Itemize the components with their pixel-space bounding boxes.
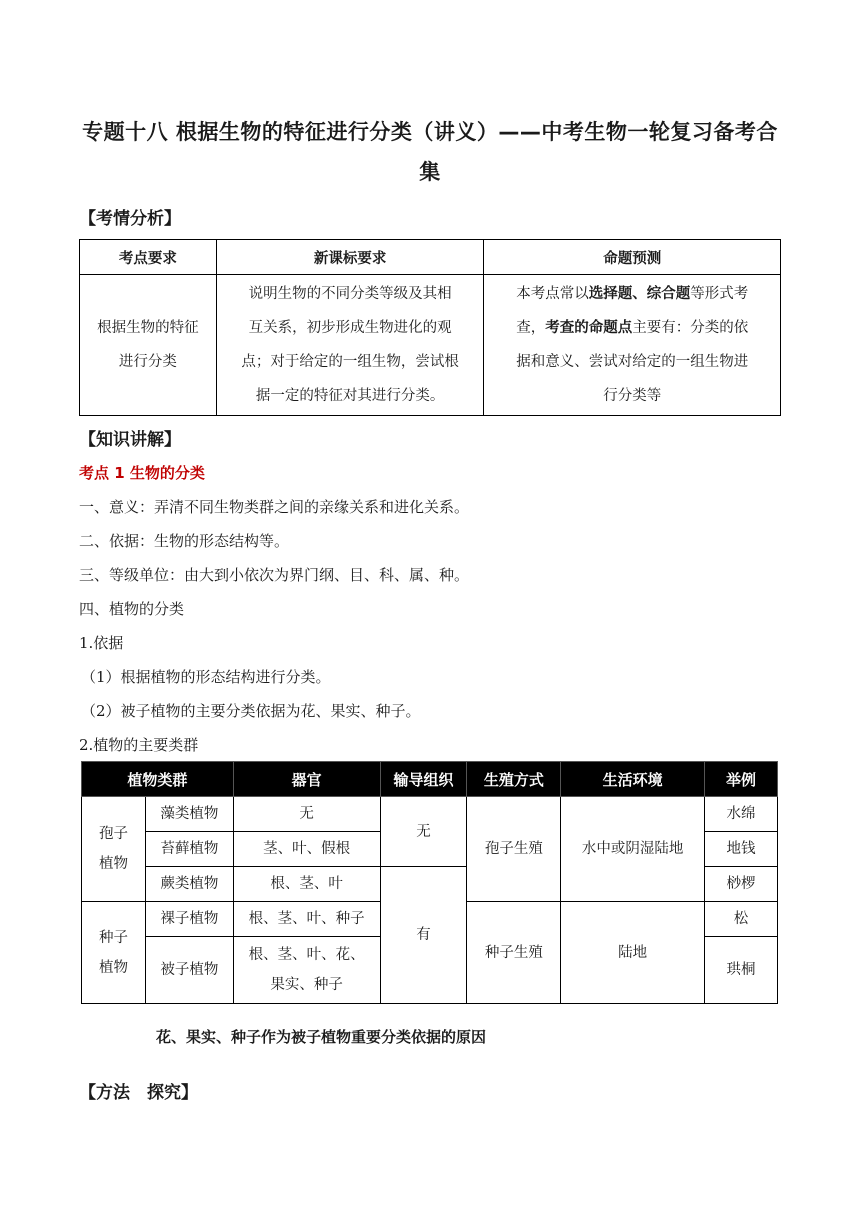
group-label-line: 孢子 [98,826,128,842]
text-line: 三、等级单位：由大到小依次为界门纲、目、科、属、种。 [79,566,470,584]
header-cell: 考点要求 [80,240,217,275]
text-line: （1）根据植物的形态结构进行分类。 [81,668,331,686]
example: 松 [705,902,778,937]
organs-line: 根、茎、叶、花、 [248,947,365,963]
section-knowledge-heading: 【知识讲解】 [79,430,181,450]
seed-environment: 陆地 [561,902,705,1004]
text-line: 一、意义：弄清不同生物类群之间的亲缘关系和进化关系。 [79,498,470,516]
group-label-line: 植物 [98,959,128,976]
standard-line: 点；对于给定的一组生物，尝试根 [241,354,459,370]
prediction-text: 本考点常以 [516,286,589,302]
kaodian-heading: 考点 1 生物的分类 [79,464,205,482]
organs: 无 [233,797,380,832]
reason-heading: 花、果实、种子作为被子植物重要分类依据的原因 [156,1028,487,1046]
spore-reproduction: 孢子生殖 [467,797,561,902]
prediction-bold: 考查的命题点 [545,320,633,336]
organs: 茎、叶、假根 [233,832,380,867]
header-cell: 器官 [233,762,380,797]
plant-name: 被子植物 [145,937,233,1004]
standard-line: 据一定的特征对其进行分类。 [255,388,445,404]
plant-groups-table [81,761,778,1004]
plant-name: 裸子植物 [145,902,233,937]
requirement-line: 根据生物的特征 [97,320,199,336]
prediction-text: 等形式考 [690,286,749,302]
spore-environment: 水中或阴湿陆地 [561,797,705,902]
example: 水绵 [705,797,778,832]
organs: 根、茎、叶、种子 [233,902,380,937]
header-cell: 生活环境 [561,762,705,797]
prediction-line: 据和意义、尝试对给定的一组生物进 [516,354,749,370]
text-line: 1.依据 [79,634,124,652]
requirement-cell [80,275,217,416]
header-cell: 命题预测 [484,240,781,275]
seed-plants-group [82,902,146,1004]
analysis-table-header [80,240,781,275]
plant-name: 蕨类植物 [145,867,233,902]
header-cell: 输导组织 [380,762,467,797]
prediction-line [492,311,772,345]
standard-line: 互关系，初步形成生物进化的观 [248,320,452,336]
text-line: （2）被子植物的主要分类依据为花、果实、种子。 [81,702,421,720]
title-line-1: 专题十八 根据生物的特征进行分类（讲义）——中考生物一轮复习备考合 [82,120,778,144]
header-cell: 植物类群 [82,762,234,797]
plant-name: 苔藓植物 [145,832,233,867]
prediction-bold: 选择题、综合题 [588,286,691,302]
tissue-none: 无 [380,797,467,867]
organs-line: 果实、种子 [270,977,343,993]
analysis-table-row [80,275,781,416]
example: 珙桐 [705,937,778,1004]
header-cell: 举例 [705,762,778,797]
analysis-table [79,239,781,416]
prediction-cell [484,275,781,416]
section-analysis-heading: 【考情分析】 [79,209,181,229]
text-line: 四、植物的分类 [79,600,185,618]
prediction-line [492,277,772,311]
seed-reproduction: 种子生殖 [467,902,561,1004]
header-cell: 生殖方式 [467,762,561,797]
header-cell: 新课标要求 [216,240,484,275]
organs: 根、茎、叶 [233,867,380,902]
section-method-heading: 【方法 探究】 [79,1083,198,1103]
title-line-2: 集 [419,160,441,184]
tissue-yes: 有 [380,867,467,1004]
prediction-line: 行分类等 [603,388,662,404]
spore-plants-group [82,797,146,902]
text-line: 二、依据：生物的形态结构等。 [79,532,290,550]
standard-line: 说明生物的不同分类等级及其相 [248,286,452,302]
standard-cell [216,275,484,416]
group-label-line: 植物 [98,856,128,872]
page-title [70,112,790,192]
example: 地钱 [705,832,778,867]
example: 桫椤 [705,867,778,902]
table-row [82,797,778,832]
text-line: 2.植物的主要类群 [79,736,199,754]
prediction-text: 主要有：分类的依 [632,320,749,336]
group-label-line: 种子 [98,929,128,946]
plant-name: 藻类植物 [145,797,233,832]
requirement-line: 进行分类 [118,354,177,370]
plant-table-header [82,762,778,797]
prediction-text: 查， [516,320,546,336]
organs [233,937,380,1004]
